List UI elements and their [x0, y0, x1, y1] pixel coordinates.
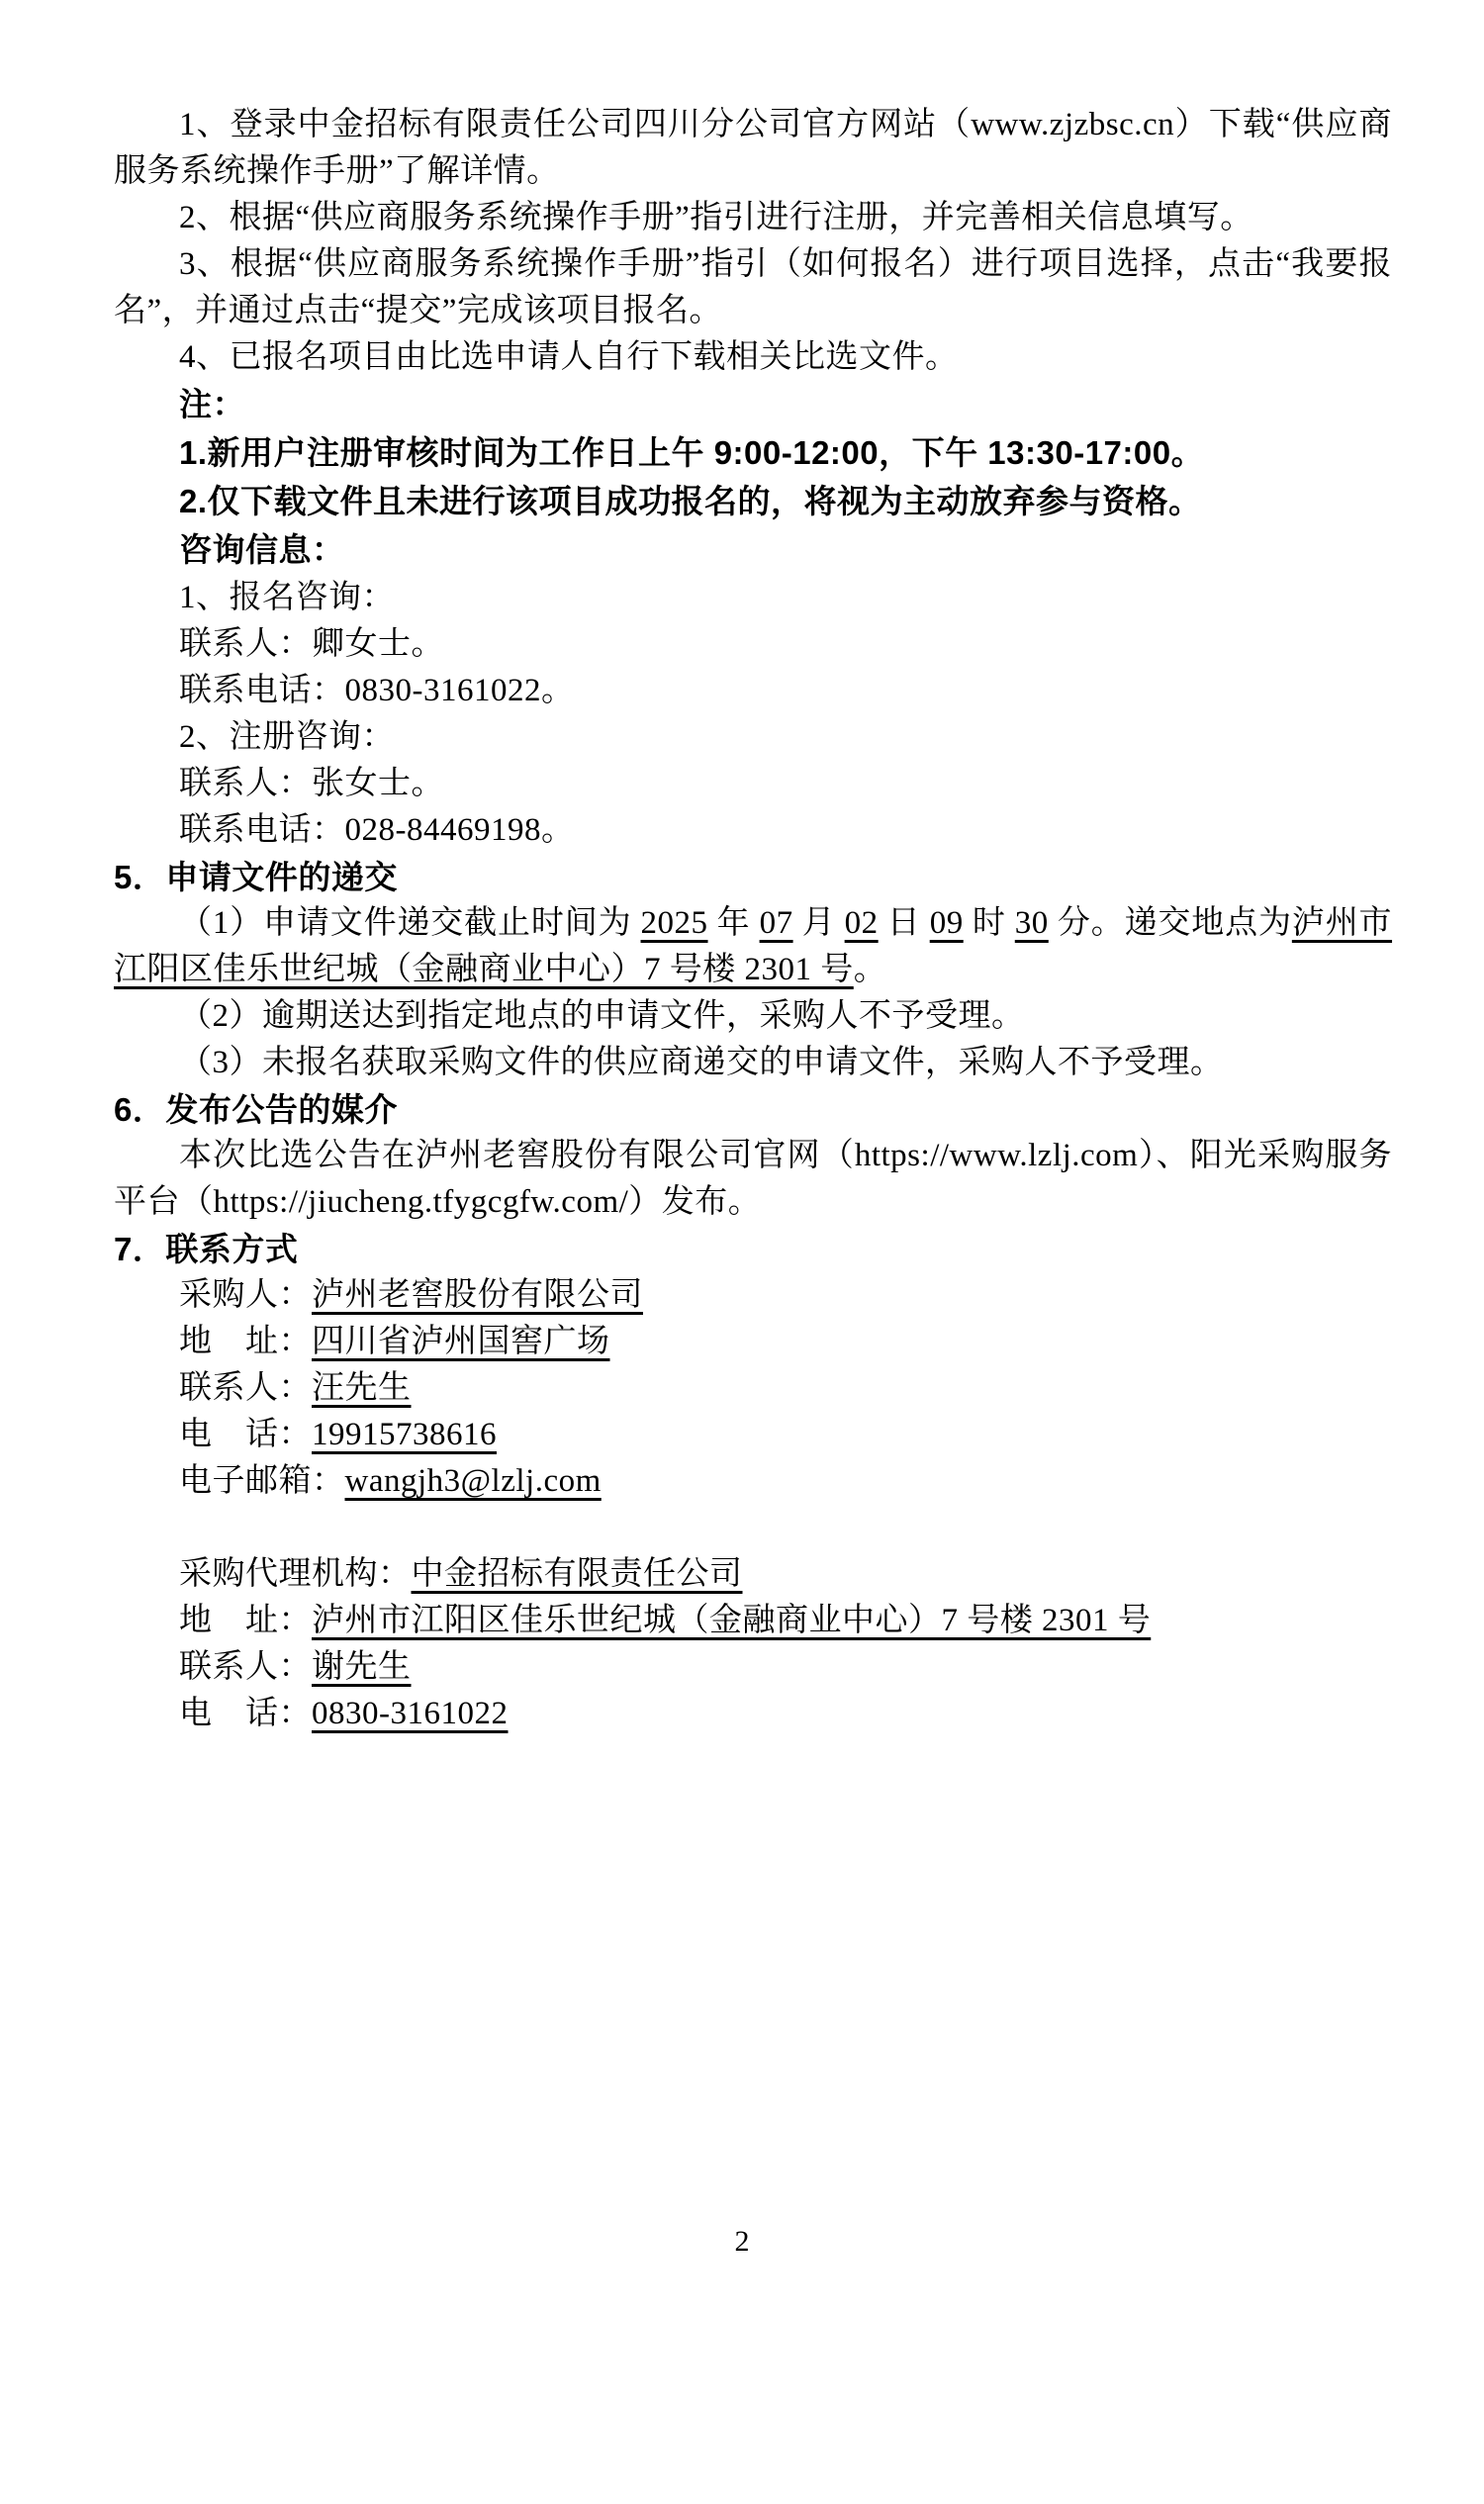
purchaser-email: [114, 1458, 1392, 1505]
text-run: 日: [878, 905, 930, 941]
note-label: [114, 381, 1392, 429]
text-run: 采购代理机构：: [179, 1556, 412, 1592]
agency-address: [114, 1598, 1392, 1644]
text-run: 电 话：: [179, 1417, 312, 1452]
filled-value: 09: [929, 905, 964, 941]
text-run: 联系人：: [179, 1370, 312, 1406]
text-run: 电 话：: [179, 1696, 312, 1731]
page-number: 2: [734, 2225, 750, 2258]
text-run: 联系人：张女士。: [179, 766, 444, 801]
text-run: 3、根据“供应商服务系统操作手册”指引（如何报名）进行项目选择，点击“我要报名”，并通过点击“提交”完成该项目报名。: [114, 246, 1392, 328]
text-run: 联系电话：0830-3161022。: [179, 673, 575, 708]
document-body: [114, 102, 1392, 1737]
filled-value: 02: [844, 905, 879, 941]
filled-value: wangjh3@lzlj.com: [344, 1463, 602, 1499]
section-6-heading: [114, 1086, 1392, 1133]
consult-register-phone: [114, 807, 1392, 854]
consult-signup-phone: [114, 668, 1392, 714]
text-run: 2、注册咨询：: [179, 719, 395, 755]
step-signup: [114, 241, 1392, 334]
step-login: [114, 102, 1392, 195]
filled-value: 谢先生: [312, 1649, 412, 1685]
text-run: 1、登录中金招标有限责任公司四川分公司官方网站（www.zjzbsc.cn）下载“供应商服务系统操作手册”了解详情。: [114, 107, 1392, 189]
text-run: 1、报名咨询：: [179, 580, 395, 615]
text-run: 分。递交地点为: [1048, 905, 1292, 941]
text-run: 5．申请文件的递交: [114, 859, 398, 895]
text-run: 1.新用户注册审核时间为工作日上午 9:00-12:00，下午 13:30-17:00。: [179, 434, 1205, 471]
agency-contact: [114, 1644, 1392, 1691]
text-run: 月: [792, 905, 845, 941]
text-run: 本次比选公告在泸州老窖股份有限公司官网（https://www.lzlj.com）、阳光采购服务平台（https://jiucheng.tfygcgfw.com/）发布。: [114, 1138, 1392, 1220]
text-run: 。: [853, 952, 887, 987]
text-run: 联系人：卿女士。: [179, 626, 444, 662]
agency-phone: [114, 1691, 1392, 1737]
step-download: [114, 334, 1392, 381]
filled-value: 19915738616: [312, 1417, 497, 1452]
filled-value: 中金招标有限责任公司: [411, 1556, 743, 1592]
text-run: 时: [963, 905, 1015, 941]
text-run: （3）未报名获取采购文件的供应商递交的申请文件，采购人不予受理。: [179, 1045, 1224, 1080]
section-6-body: [114, 1133, 1392, 1226]
filled-value: 07: [759, 905, 793, 941]
purchaser-phone: [114, 1412, 1392, 1458]
text-run: 采购人：: [179, 1277, 312, 1313]
text-run: 4、已报名项目由比选申请人自行下载相关比选文件。: [179, 339, 959, 375]
text-run: 年: [707, 905, 760, 941]
purchaser-contact: [114, 1365, 1392, 1412]
section-5-item-2: [114, 993, 1392, 1040]
section-5-item-3: [114, 1040, 1392, 1086]
note-2: [114, 478, 1392, 526]
consult-signup-contact: [114, 621, 1392, 668]
agency-name: [114, 1551, 1392, 1598]
filled-value: 汪先生: [312, 1370, 412, 1406]
consult-register-contact: [114, 761, 1392, 807]
step-register: [114, 195, 1392, 241]
filled-value: 0830-3161022: [312, 1696, 509, 1731]
spacer: [114, 1505, 1392, 1551]
filled-value: 四川省泸州国窖广场: [312, 1324, 610, 1359]
text-run: 6．发布公告的媒介: [114, 1091, 398, 1128]
consult-info-label: [114, 526, 1392, 575]
note-1: [114, 429, 1392, 478]
text-run: 注：: [179, 386, 245, 422]
filled-value: 30: [1014, 905, 1049, 941]
text-run: 7．联系方式: [114, 1231, 299, 1267]
filled-value: 2025: [640, 905, 708, 941]
consult-register-label: [114, 714, 1392, 761]
text-run: （2）逾期送达到指定地点的申请文件，采购人不予受理。: [179, 998, 1025, 1034]
section-5-item-1: [114, 900, 1392, 993]
filled-value: 泸州市江阳区佳乐世纪城（金融商业中心）7 号楼 2301 号: [312, 1603, 1152, 1638]
text-run: 地 址：: [179, 1324, 312, 1359]
text-run: 2、根据“供应商服务系统操作手册”指引进行注册，并完善相关信息填写。: [179, 200, 1253, 235]
section-7-heading: [114, 1226, 1392, 1272]
text-run: 咨询信息：: [179, 531, 345, 568]
purchaser-name: [114, 1272, 1392, 1319]
text-run: 电子邮箱：: [179, 1463, 345, 1499]
section-5-heading: [114, 854, 1392, 900]
text-run: 联系电话：028-84469198。: [179, 812, 575, 848]
text-run: 2.仅下载文件且未进行该项目成功报名的，将视为主动放弃参与资格。: [179, 483, 1202, 519]
page-footer: [0, 2224, 1484, 2260]
consult-signup-label: [114, 575, 1392, 621]
purchaser-address: [114, 1319, 1392, 1365]
text-run: （1）申请文件递交截止时间为: [179, 905, 641, 941]
text-run: 地 址：: [179, 1603, 312, 1638]
text-run: 联系人：: [179, 1649, 312, 1685]
filled-value: 泸州市江阳区佳乐世纪城（金融商业中心）7 号楼 2301 号: [114, 905, 1393, 987]
filled-value: 泸州老窖股份有限公司: [312, 1277, 643, 1313]
